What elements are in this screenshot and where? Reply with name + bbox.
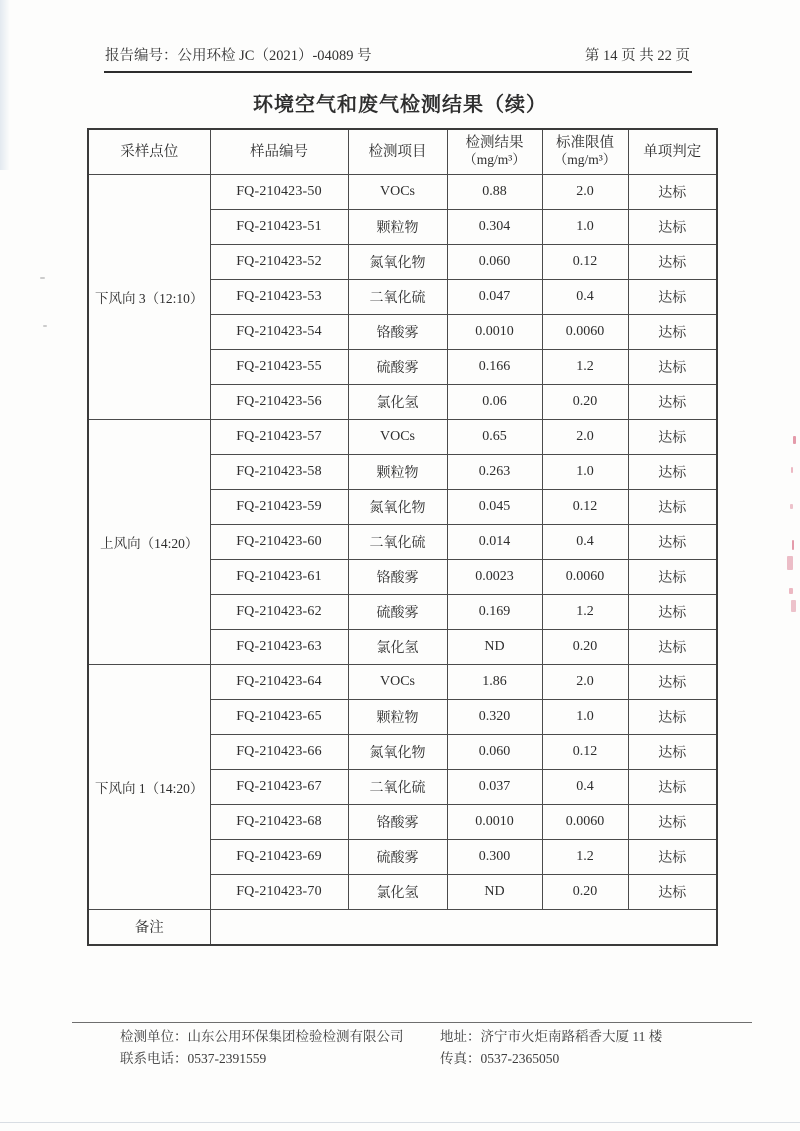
col-header-result [447, 129, 542, 174]
result-value: 0.060 [447, 734, 542, 769]
page-header [105, 44, 690, 65]
remark-row [88, 909, 717, 945]
page-title: 环境空气和废气检测结果（续） [253, 94, 547, 116]
result-value: ND [447, 874, 542, 909]
judgement: 达标 [628, 314, 717, 349]
result-value: 0.0023 [447, 559, 542, 594]
col-header-sample-id: 样品编号 [210, 129, 348, 174]
sample-id: FQ-210423-63 [210, 629, 348, 664]
judgement: 达标 [628, 489, 717, 524]
table-row [88, 174, 717, 209]
col-header-judgement: 单项判定 [628, 129, 717, 174]
result-value: 0.300 [447, 839, 542, 874]
page-indicator: 第 14 页 共 22 页 [584, 48, 690, 64]
judgement: 达标 [628, 419, 717, 454]
judgement: 达标 [628, 524, 717, 559]
col-header-limit [542, 129, 628, 174]
limit-value: 1.0 [542, 209, 628, 244]
limit-value: 0.20 [542, 874, 628, 909]
sample-id: FQ-210423-57 [210, 419, 348, 454]
limit-value: 2.0 [542, 174, 628, 209]
table-header-row [88, 129, 717, 174]
sample-id: FQ-210423-65 [210, 699, 348, 734]
sample-id: FQ-210423-62 [210, 594, 348, 629]
limit-value: 1.2 [542, 594, 628, 629]
col-header-limit-label: 标准限值 [556, 135, 614, 152]
col-header-limit-unit: （mg/m³） [553, 152, 617, 168]
limit-value: 0.0060 [542, 804, 628, 839]
result-value: 0.304 [447, 209, 542, 244]
test-item: VOCs [348, 664, 447, 699]
judgement: 达标 [628, 734, 717, 769]
scan-bottom-edge-artifact [0, 1122, 800, 1123]
judgement: 达标 [628, 664, 717, 699]
test-item: 氮氧化物 [348, 244, 447, 279]
remark-value [210, 909, 717, 945]
col-header-result-label: 检测结果 [465, 135, 524, 152]
result-value: 0.06 [447, 384, 542, 419]
sample-id: FQ-210423-64 [210, 664, 348, 699]
footer-org: 检测单位：山东公用环保集团检验检测有限公司 [120, 1029, 404, 1044]
scan-edge-artifact [0, 0, 10, 170]
sample-id: FQ-210423-53 [210, 279, 348, 314]
limit-value: 0.12 [542, 489, 628, 524]
sample-id: FQ-210423-54 [210, 314, 348, 349]
test-item: 颗粒物 [348, 699, 447, 734]
limit-value: 1.0 [542, 699, 628, 734]
result-value: 0.0010 [447, 804, 542, 839]
footer-phone: 联系电话：0537-2391559 [120, 1051, 267, 1066]
result-value: 0.060 [447, 244, 542, 279]
limit-value: 0.0060 [542, 314, 628, 349]
test-item: VOCs [348, 419, 447, 454]
result-value: 0.263 [447, 454, 542, 489]
limit-value: 0.20 [542, 629, 628, 664]
limit-value: 1.0 [542, 454, 628, 489]
result-value: 0.320 [447, 699, 542, 734]
result-value: 0.047 [447, 279, 542, 314]
limit-value: 1.2 [542, 839, 628, 874]
judgement: 达标 [628, 699, 717, 734]
scan-speck-artifact [40, 277, 45, 279]
limit-value: 0.4 [542, 279, 628, 314]
sample-id: FQ-210423-69 [210, 839, 348, 874]
sample-id: FQ-210423-67 [210, 769, 348, 804]
sample-id: FQ-210423-70 [210, 874, 348, 909]
limit-value: 0.4 [542, 524, 628, 559]
test-item: VOCs [348, 174, 447, 209]
test-item: 二氧化硫 [348, 524, 447, 559]
limit-value: 0.12 [542, 244, 628, 279]
sample-id: FQ-210423-60 [210, 524, 348, 559]
sample-id: FQ-210423-50 [210, 174, 348, 209]
judgement: 达标 [628, 839, 717, 874]
judgement: 达标 [628, 454, 717, 489]
test-item: 铬酸雾 [348, 559, 447, 594]
judgement: 达标 [628, 559, 717, 594]
judgement: 达标 [628, 209, 717, 244]
test-item: 氮氧化物 [348, 489, 447, 524]
sample-id: FQ-210423-66 [210, 734, 348, 769]
sampling-location: 下风向 3（12:10） [88, 174, 210, 419]
test-item: 硫酸雾 [348, 349, 447, 384]
scan-speck-artifact [43, 325, 47, 327]
table-row [88, 419, 717, 454]
limit-value: 0.12 [542, 734, 628, 769]
judgement: 达标 [628, 594, 717, 629]
col-header-location: 采样点位 [88, 129, 210, 174]
limit-value: 0.4 [542, 769, 628, 804]
sample-id: FQ-210423-59 [210, 489, 348, 524]
judgement: 达标 [628, 769, 717, 804]
judgement: 达标 [628, 174, 717, 209]
results-table [87, 128, 718, 946]
footer-address: 地址：济宁市火炬南路稻香大厦 11 楼 [440, 1029, 663, 1044]
judgement: 达标 [628, 384, 717, 419]
remark-label: 备注 [88, 909, 210, 945]
report-number: 报告编号：公用环检 JC（2021）-04089 号 [105, 48, 372, 64]
result-value: 0.166 [447, 349, 542, 384]
judgement: 达标 [628, 349, 717, 384]
page-footer [0, 1026, 800, 1070]
test-item: 铬酸雾 [348, 804, 447, 839]
test-item: 氯化氢 [348, 629, 447, 664]
footer-fax: 传真：0537-2365050 [440, 1051, 560, 1066]
result-value: 0.045 [447, 489, 542, 524]
col-header-item: 检测项目 [348, 129, 447, 174]
result-value: ND [447, 629, 542, 664]
test-item: 氯化氢 [348, 384, 447, 419]
table-row [88, 664, 717, 699]
header-divider [104, 71, 692, 73]
footer-divider [72, 1022, 752, 1023]
test-item: 铬酸雾 [348, 314, 447, 349]
sample-id: FQ-210423-56 [210, 384, 348, 419]
test-item: 二氧化硫 [348, 279, 447, 314]
test-item: 颗粒物 [348, 454, 447, 489]
limit-value: 0.0060 [542, 559, 628, 594]
sampling-location: 下风向 1（14:20） [88, 664, 210, 909]
result-value: 0.014 [447, 524, 542, 559]
result-value: 0.65 [447, 419, 542, 454]
judgement: 达标 [628, 629, 717, 664]
test-item: 二氧化硫 [348, 769, 447, 804]
judgement: 达标 [628, 244, 717, 279]
sample-id: FQ-210423-58 [210, 454, 348, 489]
test-item: 硫酸雾 [348, 594, 447, 629]
test-item: 氯化氢 [348, 874, 447, 909]
test-item: 颗粒物 [348, 209, 447, 244]
result-value: 0.037 [447, 769, 542, 804]
test-item: 氮氧化物 [348, 734, 447, 769]
sample-id: FQ-210423-55 [210, 349, 348, 384]
sample-id: FQ-210423-61 [210, 559, 348, 594]
sampling-location: 上风向（14:20） [88, 419, 210, 664]
result-value: 0.0010 [447, 314, 542, 349]
limit-value: 0.20 [542, 384, 628, 419]
col-header-result-unit: （mg/m³） [463, 152, 526, 168]
test-item: 硫酸雾 [348, 839, 447, 874]
limit-value: 2.0 [542, 419, 628, 454]
result-value: 0.169 [447, 594, 542, 629]
limit-value: 1.2 [542, 349, 628, 384]
sample-id: FQ-210423-51 [210, 209, 348, 244]
judgement: 达标 [628, 874, 717, 909]
result-value: 0.88 [447, 174, 542, 209]
sample-id: FQ-210423-52 [210, 244, 348, 279]
result-value: 1.86 [447, 664, 542, 699]
judgement: 达标 [628, 279, 717, 314]
judgement: 达标 [628, 804, 717, 839]
limit-value: 2.0 [542, 664, 628, 699]
sample-id: FQ-210423-68 [210, 804, 348, 839]
